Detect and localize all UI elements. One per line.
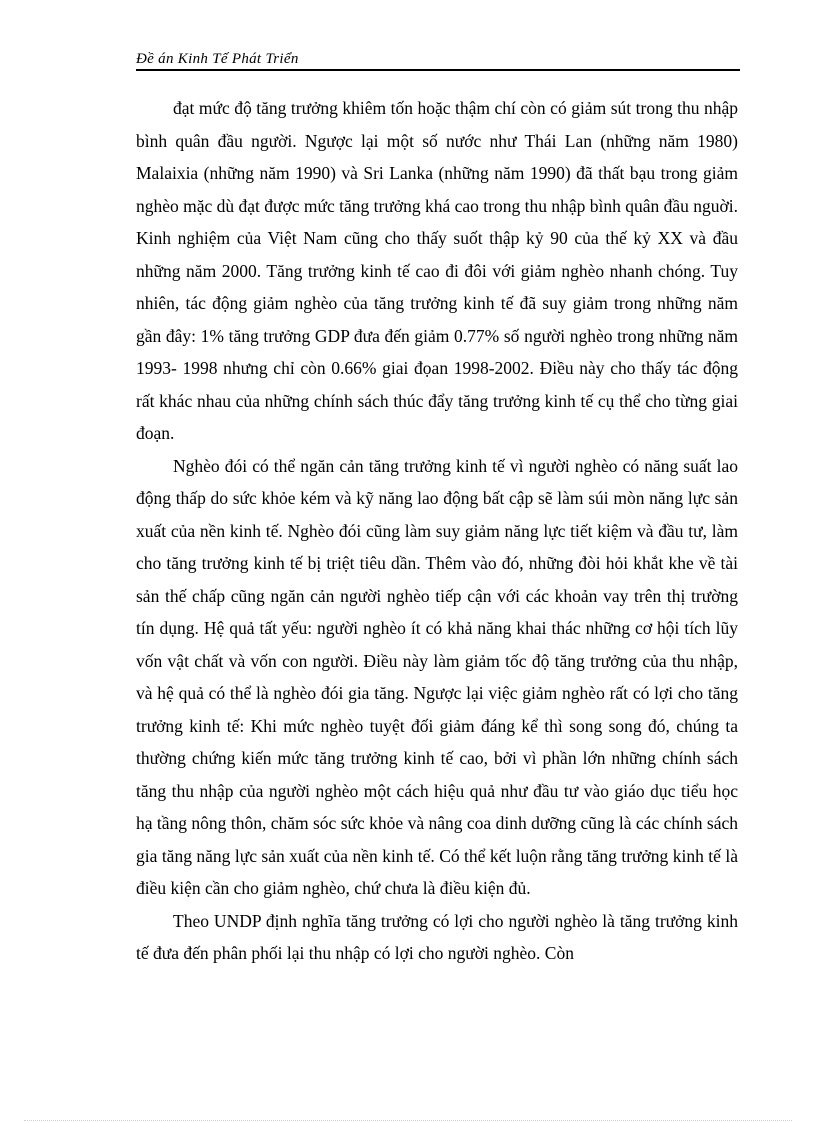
- document-body: [136, 92, 738, 970]
- paragraph-poverty-growth: Nghèo đói có thể ngăn cản tăng trưởng kinh tế vì người nghèo có năng suất lao động thấp do sức khỏe kém và kỹ năng lao động bất cập sẽ làm súi mòn năng lực sản xuất của nền kinh tế. Nghèo đói cũng làm suy giảm năng lực tiết kiệm và đầu tư, làm cho tăng trưởng kinh tế bị triệt tiêu dần. Thêm vào đó, những đòi hỏi khắt khe về tài sản thế chấp cũng ngăn cản người nghèo tiếp cận với các khoản vay trên thị trường tín dụng. Hệ quả tất yếu: người nghèo ít có khả năng khai thác những cơ hội tích lũy vốn vật chất và vốn con người. Điều này làm giảm tốc độ tăng trưởng của thu nhập, và hệ quả có thể là nghèo đói gia tăng. Ngược lại việc giảm nghèo rất có lợi cho tăng trưởng kinh tế: Khi mức nghèo tuyệt đối giảm đáng kể thì song song đó, chúng ta thường chứng kiến mức tăng trưởng kinh tế cao, bởi vì phần lớn những chính sách tăng thu nhập của người nghèo một cách hiệu quả như đầu tư vào giáo dục tiểu học hạ tầng nông thôn, chăm sóc sức khỏe và nâng coa dinh dưỡng cũng là các chính sách gia tăng năng lực sản xuất của nền kinh tế. Có thể kết luộn rằng tăng trưởng kinh tế là điều kiện cần cho giảm nghèo, chứ chưa là điều kiện đủ.: [136, 455, 738, 898]
- document-title: Đề án Kinh Tế Phát Triển: [136, 51, 299, 67]
- page-header: [136, 49, 740, 71]
- paragraph-continuation: đạt mức độ tăng trưởng khiêm tốn hoặc thậm chí còn có giảm sút trong thu nhập bình quân đầu người. Ngược lại một số nước như Thái Lan (những năm 1980) Malaixia (những năm 1990) và Sri Lanka (những năm 1990) đã thất bạu trong giảm nghèo mặc dù đạt được mức tăng trưởng khá cao trong thu nhập bình quân đầu nguời. Kinh nghiệm của Việt Nam cũng cho thấy suốt thập kỷ 90 của thế kỷ XX và đầu những năm 2000. Tăng trưởng kinh tế cao đi đôi với giảm nghèo nhanh chóng. Tuy nhiên, tác động giảm nghèo của tăng trưởng kinh tế đã suy giảm trong những năm gần đây: 1% tăng trưởng GDP đưa đến giảm 0.77% số người nghèo trong những năm 1993- 1998 nhưng chỉ còn 0.66% giai đọan 1998-2002. Điều này cho thấy tác động rất khác nhau của những chính sách thúc đẩy tăng trưởng kinh tế cụ thể cho từng giai đoạn.: [136, 98, 738, 443]
- paragraph-undp-definition: Theo UNDP định nghĩa tăng trưởng có lợi cho người nghèo là tăng trưởng kinh tế đưa đến phân phối lại thu nhập có lợi cho người nghèo. Còn: [136, 910, 738, 963]
- page-bottom-rule: [24, 1120, 792, 1121]
